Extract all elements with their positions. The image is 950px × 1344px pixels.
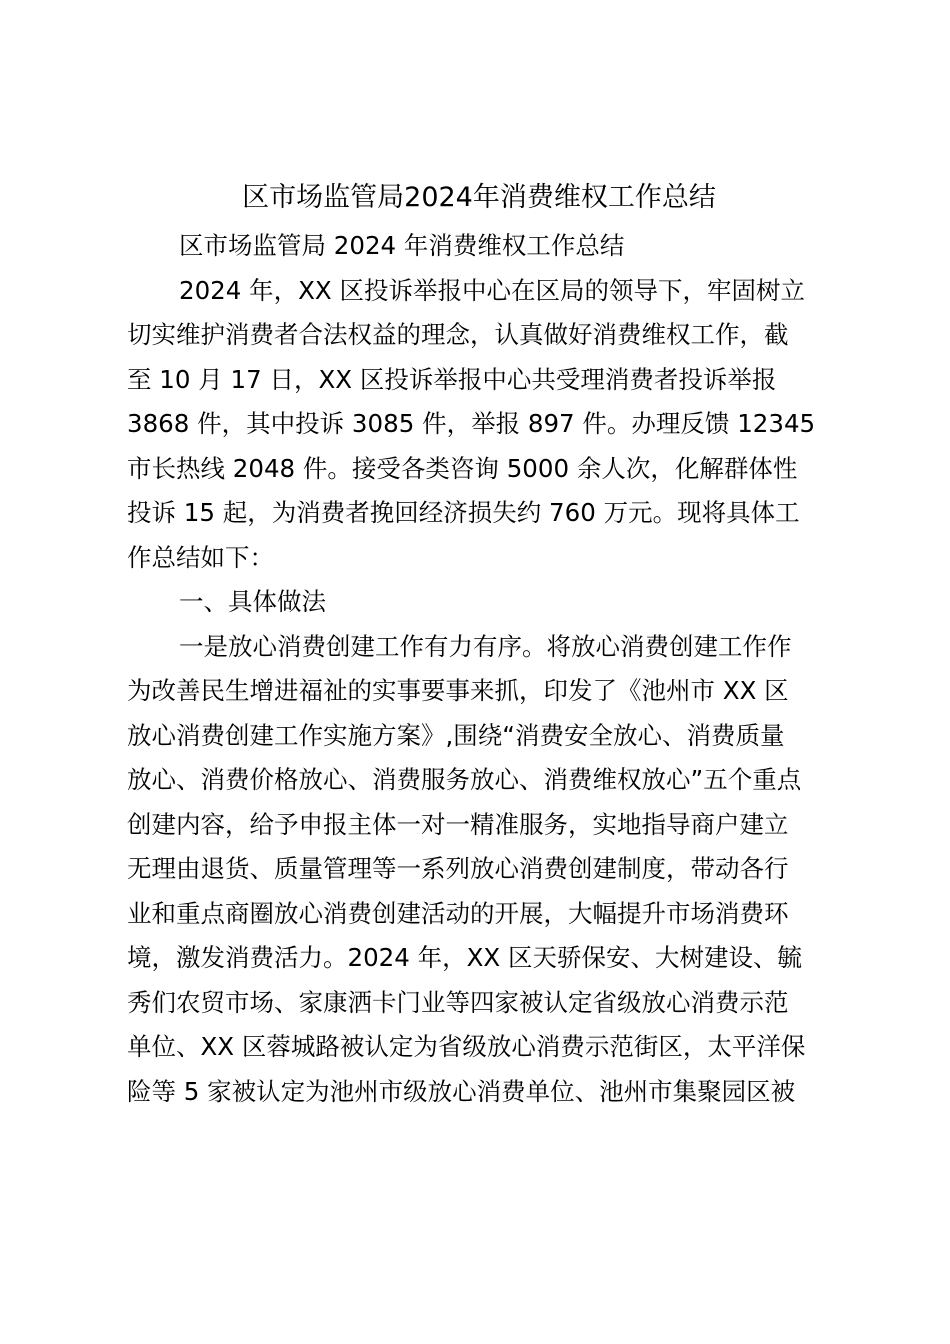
document-title: 区市场监管局2024年消费维权工作总结 (242, 182, 716, 213)
section-heading: 一、具体做法 (179, 587, 326, 616)
paragraph-line: 无理由退货、质量管理等一系列放心消费创建制度，带动各行 (127, 854, 789, 883)
paragraph-line: 一是放心消费创建工作有力有序。将放心消费创建工作作 (179, 631, 792, 661)
paragraph-line: 业和重点商圈放心消费创建活动的开展，大幅提升市场消费环 (127, 898, 789, 928)
paragraph-line: 切实维护消费者合法权益的理念，认真做好消费维权工作，截 (127, 320, 789, 349)
paragraph-line: 2024 年，XX 区投诉举报中心在区局的领导下，牢固树立 (179, 275, 805, 305)
paragraph-line: 市长热线 2048 件。接受各类咨询 5000 余人次，化解群体性 (127, 453, 798, 483)
paragraph-line: 放心消费创建工作实施方案》,围绕“消费安全放心、消费质量 (127, 720, 785, 750)
document-body (127, 224, 835, 1114)
paragraph-line: 至 10 月 17 日，XX 区投诉举报中心共受理消费者投诉举报 (127, 364, 777, 394)
paragraph-line: 为改善民生增进福祉的实事要事来抓，印发了《池州市 XX 区 (127, 676, 789, 705)
paragraph-line: 单位、XX 区蓉城路被认定为省级放心消费示范街区，太平洋保 (127, 1032, 806, 1061)
paragraph-line: 作总结如下： (127, 542, 274, 572)
paragraph-line: 创建内容，给予申报主体一对一精准服务，实地指导商户建立 (127, 809, 789, 839)
paragraph-line: 投诉 15 起，为消费者挽回经济损失约 760 万元。现将具体工 (127, 498, 800, 527)
paragraph-line: 秀们农贸市场、家康洒卡门业等四家被认定省级放心消费示范 (127, 987, 789, 1017)
paragraph-line: 放心、消费价格放心、消费服务放心、消费维权放心”五个重点 (127, 765, 802, 794)
paragraph-line: 境，激发消费活力。2024 年，XX 区天骄保安、大树建设、毓 (127, 943, 802, 972)
paragraph-line: 3868 件，其中投诉 3085 件，举报 897 件。办理反馈 12345 (127, 409, 816, 438)
subtitle-line: 区市场监管局 2024 年消费维权工作总结 (179, 231, 625, 260)
paragraph-line: 险等 5 家被认定为池州市级放心消费单位、池州市集聚园区被 (127, 1076, 796, 1106)
